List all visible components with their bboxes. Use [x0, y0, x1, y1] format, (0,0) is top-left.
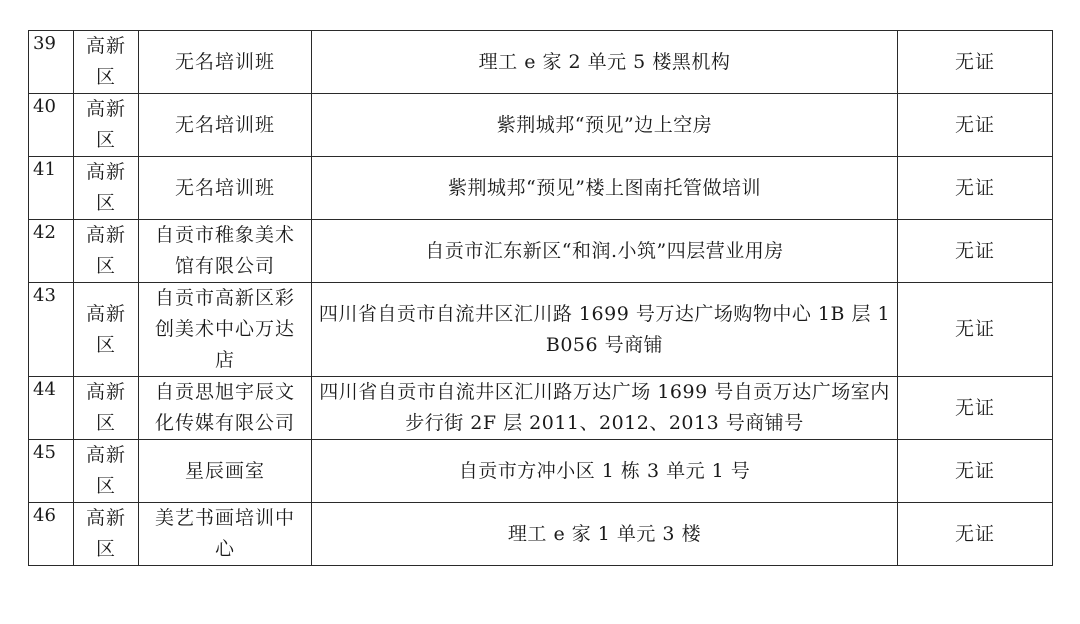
- row-number: 45: [29, 440, 74, 503]
- address-cell: 四川省自贡市自流井区汇川路 1699 号万达广场购物中心 1B 层 1B056 号商铺: [312, 283, 898, 377]
- district-cell: 高新区: [74, 283, 139, 377]
- license-status-cell: 无证: [898, 31, 1053, 94]
- institution-name-cell: 无名培训班: [139, 94, 312, 157]
- institution-name-cell: 无名培训班: [139, 157, 312, 220]
- institution-name-cell: 自贡市高新区彩创美术中心万达店: [139, 283, 312, 377]
- district-cell: 高新区: [74, 157, 139, 220]
- address-cell: 四川省自贡市自流井区汇川路万达广场 1699 号自贡万达广场室内步行街 2F 层 2011、2012、2013 号商铺号: [312, 377, 898, 440]
- district-cell: 高新区: [74, 220, 139, 283]
- license-status-cell: 无证: [898, 220, 1053, 283]
- row-number: 42: [29, 220, 74, 283]
- address-cell: 自贡市汇东新区“和润.小筑”四层营业用房: [312, 220, 898, 283]
- institution-name-cell: 自贡思旭宇辰文化传媒有限公司: [139, 377, 312, 440]
- row-number: 41: [29, 157, 74, 220]
- institution-name-cell: 美艺书画培训中心: [139, 503, 312, 566]
- row-number: 44: [29, 377, 74, 440]
- district-cell: 高新区: [74, 31, 139, 94]
- address-cell: 自贡市方冲小区 1 栋 3 单元 1 号: [312, 440, 898, 503]
- row-number: 46: [29, 503, 74, 566]
- address-cell: 理工 e 家 2 单元 5 楼黑机构: [312, 31, 898, 94]
- address-cell: 紫荆城邦“预见”楼上图南托管做培训: [312, 157, 898, 220]
- document-page: [28, 30, 1052, 566]
- district-cell: 高新区: [74, 94, 139, 157]
- table-row: [29, 94, 1053, 157]
- table-row: [29, 157, 1053, 220]
- institution-name-cell: 自贡市稚象美术馆有限公司: [139, 220, 312, 283]
- institution-name-cell: 无名培训班: [139, 31, 312, 94]
- address-cell: 理工 e 家 1 单元 3 楼: [312, 503, 898, 566]
- row-number: 43: [29, 283, 74, 377]
- license-status-cell: 无证: [898, 503, 1053, 566]
- table-row: [29, 440, 1053, 503]
- table-row: [29, 503, 1053, 566]
- license-status-cell: 无证: [898, 377, 1053, 440]
- district-cell: 高新区: [74, 440, 139, 503]
- table-row: [29, 31, 1053, 94]
- table-row: [29, 283, 1053, 377]
- license-status-cell: 无证: [898, 157, 1053, 220]
- license-status-cell: 无证: [898, 283, 1053, 377]
- row-number: 39: [29, 31, 74, 94]
- institution-table: [28, 30, 1053, 566]
- row-number: 40: [29, 94, 74, 157]
- license-status-cell: 无证: [898, 94, 1053, 157]
- address-cell: 紫荆城邦“预见”边上空房: [312, 94, 898, 157]
- district-cell: 高新区: [74, 503, 139, 566]
- license-status-cell: 无证: [898, 440, 1053, 503]
- table-row: [29, 220, 1053, 283]
- institution-name-cell: 星辰画室: [139, 440, 312, 503]
- district-cell: 高新区: [74, 377, 139, 440]
- table-row: [29, 377, 1053, 440]
